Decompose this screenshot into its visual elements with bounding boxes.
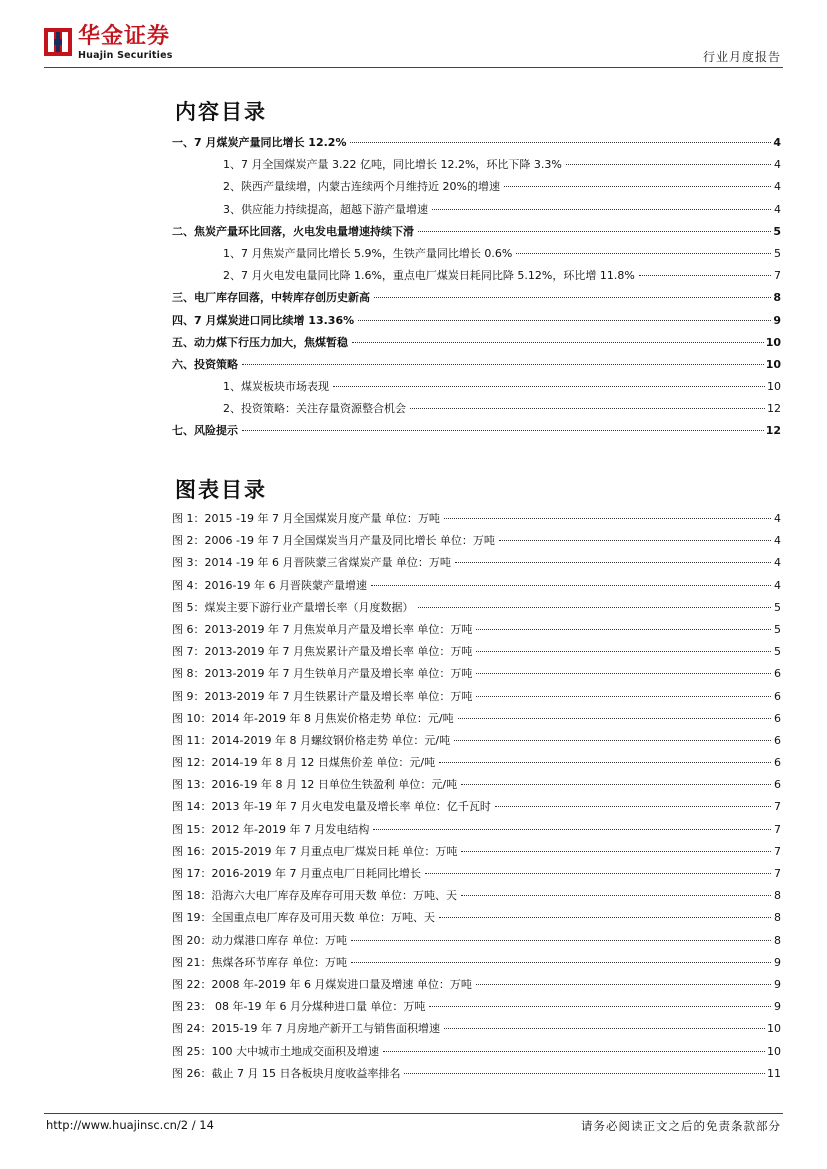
figure-entry[interactable] xyxy=(172,710,781,732)
contents-entry[interactable] xyxy=(172,312,781,334)
logo-text-cn: 华金证券 xyxy=(78,24,171,49)
contents-entry[interactable] xyxy=(172,223,781,245)
dot-leader xyxy=(404,1073,765,1074)
dot-leader xyxy=(499,540,771,541)
contents-entry-text: 2、投资策略：关注存量资源整合机会 xyxy=(223,402,406,416)
dot-leader xyxy=(476,984,771,985)
figure-entry-page-number: 11 xyxy=(767,1066,781,1080)
figure-entry-text: 图 20：动力煤港口库存 单位：万吨 xyxy=(172,933,347,947)
figure-entry-text: 图 3：2014 -19 年 6 月晋陕蒙三省煤炭产量 单位：万吨 xyxy=(172,556,451,570)
contents-entry-text: 三、电厂库存回落，中转库存创历史新高 xyxy=(172,291,370,305)
figure-entry-page-number: 5 xyxy=(774,622,781,636)
contents-entry-page-number: 4 xyxy=(774,180,781,194)
dot-leader xyxy=(383,1051,765,1052)
figures-list xyxy=(172,510,781,1087)
contents-entry[interactable] xyxy=(172,422,781,444)
figure-entry[interactable] xyxy=(172,732,781,754)
contents-entry-text: 五、动力煤下行压力加大，焦煤暂稳 xyxy=(172,335,348,349)
dot-leader xyxy=(461,784,771,785)
contents-entry[interactable] xyxy=(172,400,781,422)
figure-entry-text: 图 6：2013-2019 年 7 月焦炭单月产量及增长率 单位：万吨 xyxy=(172,622,473,636)
dot-leader xyxy=(350,142,771,143)
dot-leader xyxy=(410,408,765,409)
contents-entry-page-number: 10 xyxy=(765,357,781,371)
contents-entry[interactable] xyxy=(172,334,781,356)
page-header xyxy=(0,0,827,70)
figure-entry-page-number: 9 xyxy=(774,1000,781,1014)
figure-entry[interactable] xyxy=(172,887,781,909)
contents-entry-page-number: 4 xyxy=(774,202,781,216)
dot-leader xyxy=(439,917,771,918)
figure-entry-page-number: 10 xyxy=(767,1044,781,1058)
header-divider xyxy=(44,67,783,68)
dot-leader xyxy=(476,651,771,652)
dot-leader xyxy=(566,164,771,165)
report-type-label: 行业月度报告 xyxy=(702,50,781,64)
figure-entry-page-number: 4 xyxy=(774,556,781,570)
figure-entry[interactable] xyxy=(172,643,781,665)
figure-entry-text: 图 10：2014 年-2019 年 8 月焦炭价格走势 单位：元/吨 xyxy=(172,711,454,725)
figure-entry-text: 图 17：2016-2019 年 7 月重点电厂日耗同比增长 xyxy=(172,867,421,880)
figure-entry-text: 图 19：全国重点电厂库存及可用天数 单位：万吨、天 xyxy=(172,911,435,925)
figure-entry[interactable] xyxy=(172,909,781,931)
figure-entry-page-number: 7 xyxy=(774,844,781,858)
dot-leader xyxy=(458,718,771,719)
dot-leader xyxy=(425,873,771,874)
dot-leader xyxy=(504,186,771,187)
figure-entry[interactable] xyxy=(172,577,781,599)
figure-entry-page-number: 6 xyxy=(774,733,781,747)
dot-leader xyxy=(639,275,771,276)
dot-leader xyxy=(418,607,772,608)
figures-title: 图表目录 xyxy=(175,478,267,502)
contents-list xyxy=(172,134,781,445)
contents-entry-page-number: 10 xyxy=(765,335,781,349)
figure-entry[interactable] xyxy=(172,798,781,820)
contents-entry-text: 2、7 月火电发电量同比降 1.6%，重点电厂煤炭日耗同比降 5.12%，环比增 11.8% xyxy=(223,269,635,283)
figure-entry[interactable] xyxy=(172,688,781,710)
dot-leader xyxy=(373,829,771,830)
figure-entry-page-number: 6 xyxy=(774,778,781,792)
dot-leader xyxy=(351,940,771,941)
dot-leader xyxy=(371,585,771,586)
contents-entry[interactable] xyxy=(172,156,781,178)
figure-entry-text: 图 23： 08 年-19 年 6 月分煤种进口量 单位：万吨 xyxy=(172,1000,426,1014)
dot-leader xyxy=(476,629,771,630)
figure-entry[interactable] xyxy=(172,998,781,1020)
figure-entry-page-number: 9 xyxy=(774,955,781,969)
contents-entry-page-number: 10 xyxy=(767,380,781,394)
dot-leader xyxy=(455,562,771,563)
contents-entry[interactable] xyxy=(172,356,781,378)
figure-entry[interactable] xyxy=(172,510,781,532)
figure-entry[interactable] xyxy=(172,821,781,843)
contents-entry-text: 1、7 月焦炭产量同比增长 5.9%，生铁产量同比增长 0.6% xyxy=(223,246,513,260)
dot-leader xyxy=(432,209,771,210)
figure-entry-page-number: 4 xyxy=(774,512,781,525)
dot-leader xyxy=(444,1028,765,1029)
dot-leader xyxy=(444,518,771,519)
figure-entry-text: 图 13：2016-19 年 8 月 12 日单位生铁盈利 单位：元/吨 xyxy=(172,778,458,792)
contents-entry-page-number: 5 xyxy=(773,224,781,238)
logo-text-en: Huajin Securities xyxy=(78,50,173,61)
figure-entry-text: 图 1：2015 -19 年 7 月全国煤炭月度产量 单位：万吨 xyxy=(172,512,440,525)
figure-entry-text: 图 15：2012 年-2019 年 7 月发电结构 xyxy=(172,822,370,836)
dot-leader xyxy=(358,320,771,321)
dot-leader xyxy=(461,851,771,852)
figure-entry[interactable] xyxy=(172,932,781,954)
figure-entry-page-number: 7 xyxy=(774,800,781,814)
figure-entry-page-number: 9 xyxy=(774,977,781,991)
figure-entry-text: 图 22：2008 年-2019 年 6 月煤炭进口量及增速 单位：万吨 xyxy=(172,977,472,991)
dot-leader xyxy=(352,342,764,343)
figure-entry-page-number: 7 xyxy=(774,822,781,836)
figure-entry-text: 图 16：2015-2019 年 7 月重点电厂煤炭日耗 单位：万吨 xyxy=(172,844,458,858)
figure-entry-text: 图 12：2014-19 年 8 月 12 日煤焦价差 单位：元/吨 xyxy=(172,756,436,770)
contents-entry-page-number: 4 xyxy=(773,136,781,149)
figure-entry-text: 图 14：2013 年-19 年 7 月火电发电量及增长率 单位：亿千瓦时 xyxy=(172,800,491,814)
dot-leader xyxy=(429,1006,771,1007)
dot-leader xyxy=(476,696,771,697)
figure-entry-page-number: 6 xyxy=(774,667,781,681)
contents-entry[interactable] xyxy=(172,178,781,200)
figure-entry-page-number: 8 xyxy=(774,933,781,947)
contents-entry-text: 四、7 月煤炭进口同比续增 13.36% xyxy=(172,313,355,327)
contents-entry[interactable] xyxy=(172,245,781,267)
figure-entry[interactable] xyxy=(172,599,781,621)
contents-entry-text: 二、焦炭产量环比回落，火电发电量增速持续下滑 xyxy=(172,224,414,238)
figure-entry-page-number: 7 xyxy=(774,867,781,880)
contents-entry-text: 七、风险提示 xyxy=(172,424,238,438)
figure-entry[interactable] xyxy=(172,1065,781,1087)
figure-entry[interactable] xyxy=(172,754,781,776)
figure-entry-text: 图 21：焦煤各环节库存 单位：万吨 xyxy=(172,955,347,969)
footer-url[interactable]: http://www.huajinsc.cn/2 / 14 xyxy=(46,1118,214,1132)
dot-leader xyxy=(418,231,771,232)
dot-leader xyxy=(242,430,764,431)
contents-entry-page-number: 5 xyxy=(774,246,781,260)
figure-entry-page-number: 5 xyxy=(774,600,781,614)
contents-entry[interactable] xyxy=(172,201,781,223)
figure-entry-text: 图 4：2016-19 年 6 月晋陕蒙产量增速 xyxy=(172,578,367,592)
figure-entry[interactable] xyxy=(172,554,781,576)
figure-entry-page-number: 8 xyxy=(774,889,781,903)
contents-entry-text: 3、供应能力持续提高，超越下游产量增速 xyxy=(223,202,428,216)
contents-entry-page-number: 12 xyxy=(765,424,781,438)
figure-entry-page-number: 4 xyxy=(774,534,781,548)
contents-entry[interactable] xyxy=(172,289,781,311)
dot-leader xyxy=(516,253,771,254)
figure-entry[interactable] xyxy=(172,954,781,976)
contents-entry-text: 一、7 月煤炭产量同比增长 12.2% xyxy=(172,136,347,149)
figure-entry[interactable] xyxy=(172,865,781,887)
figure-entry-text: 图 9：2013-2019 年 7 月生铁累计产量及增长率 单位：万吨 xyxy=(172,689,473,703)
contents-entry-page-number: 7 xyxy=(774,269,781,283)
figure-entry[interactable] xyxy=(172,843,781,865)
dot-leader xyxy=(374,297,771,298)
figure-entry[interactable] xyxy=(172,976,781,998)
footer-disclaimer: 请务必阅读正文之后的免责条款部分 xyxy=(581,1119,781,1133)
figure-entry-text: 图 24：2015-19 年 7 月房地产新开工与销售面积增速 xyxy=(172,1022,440,1036)
figure-entry-text: 图 11：2014-2019 年 8 月螺纹钢价格走势 单位：元/吨 xyxy=(172,733,451,747)
contents-entry-text: 1、煤炭板块市场表现 xyxy=(223,380,329,394)
huajin-logo-mark-icon xyxy=(44,28,72,56)
contents-entry-page-number: 4 xyxy=(774,158,781,172)
figure-entry-page-number: 8 xyxy=(774,911,781,925)
figure-entry[interactable] xyxy=(172,665,781,687)
figure-entry[interactable] xyxy=(172,776,781,798)
dot-leader xyxy=(454,740,771,741)
contents-entry-text: 六、投资策略 xyxy=(172,357,238,371)
figure-entry-text: 图 5：煤炭主要下游行业产量增长率（月度数据） xyxy=(172,600,414,614)
figure-entry-page-number: 6 xyxy=(774,711,781,725)
figure-entry-text: 图 26：截止 7 月 15 日各板块月度收益率排名 xyxy=(172,1066,401,1080)
contents-entry[interactable] xyxy=(172,134,781,156)
dot-leader xyxy=(351,962,771,963)
figure-entry[interactable] xyxy=(172,532,781,554)
contents-entry-text: 2、陕西产量续增，内蒙古连续两个月维持近 20%的增速 xyxy=(223,180,500,194)
figure-entry[interactable] xyxy=(172,1020,781,1042)
dot-leader xyxy=(333,386,765,387)
contents-entry[interactable] xyxy=(172,378,781,400)
contents-entry-text: 1、7 月全国煤炭产量 3.22 亿吨，同比增长 12.2%，环比下降 3.3% xyxy=(223,158,562,172)
contents-title: 内容目录 xyxy=(175,100,267,124)
footer-divider xyxy=(44,1113,783,1114)
figure-entry[interactable] xyxy=(172,1043,781,1065)
figure-entry-page-number: 4 xyxy=(774,578,781,592)
contents-entry-page-number: 8 xyxy=(773,291,781,305)
figure-entry-text: 图 8：2013-2019 年 7 月生铁单月产量及增长率 单位：万吨 xyxy=(172,667,473,681)
figure-entry-page-number: 10 xyxy=(767,1022,781,1036)
huajin-logo xyxy=(44,25,194,65)
contents-entry-page-number: 9 xyxy=(773,313,781,327)
figure-entry-text: 图 18：沿海六大电厂库存及库存可用天数 单位：万吨、天 xyxy=(172,889,457,903)
figure-entry-text: 图 25：100 大中城市土地成交面积及增速 xyxy=(172,1044,379,1058)
dot-leader xyxy=(476,673,771,674)
contents-entry-page-number: 12 xyxy=(767,402,781,416)
figure-entry-page-number: 6 xyxy=(774,756,781,770)
figure-entry-page-number: 6 xyxy=(774,689,781,703)
figure-entry[interactable] xyxy=(172,621,781,643)
figure-entry-page-number: 5 xyxy=(774,645,781,659)
figure-entry-text: 图 2：2006 -19 年 7 月全国煤炭当月产量及同比增长 单位：万吨 xyxy=(172,534,495,548)
dot-leader xyxy=(495,806,771,807)
dot-leader xyxy=(439,762,771,763)
figure-entry-text: 图 7：2013-2019 年 7 月焦炭累计产量及增长率 单位：万吨 xyxy=(172,645,473,659)
dot-leader xyxy=(461,895,771,896)
contents-entry[interactable] xyxy=(172,267,781,289)
dot-leader xyxy=(242,364,764,365)
